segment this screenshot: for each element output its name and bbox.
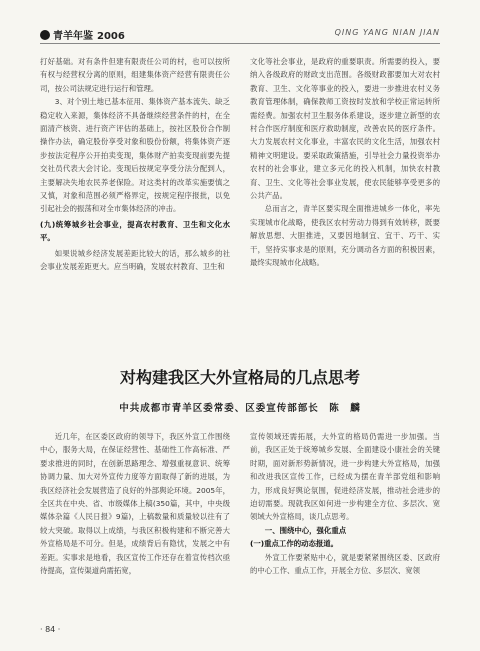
subsection-heading: (一)重点工作的动态报道。 [250,539,339,549]
page-number: · 84 · [40,625,61,634]
article-title: 对构建我区大外宣格局的几点思考 [119,368,360,387]
bottom-right-column [250,430,440,577]
paragraph: 文化等社会事业，是政府的重要职责。所需要的投入，要纳入各级政府的财政支出范围。各级财政都要加大对农村教育、卫生、文化等事业的投入，要进一步推进农村义务教育管理体制，确保教师工资按时发放和学校正常运转所需经费。加强农村卫生服务体系建设，逐步建立新型的农村合作医疗制度和医疗救助制度，改善农民的医疗条件。大力发展农村文化事业，丰富农民的文化生活，加强农村精神文明建设。要采取政策措施，引导社会力量投资举办农村的社会事业，建立多元化的投入机制，加快农村教育、卫生、文化等社会事业发展，使农民能够享受更多的公共产品。 [250,57,440,201]
yearbook-year: 2006 [97,31,125,42]
page-header [0,0,480,52]
header-rule [40,43,440,44]
paragraph: 如果说城乡经济发展差距比较大的话，那么城乡的社会事业发展差距更大。应当明确，发展农村教育、卫生和 [40,248,230,272]
top-right-column [250,55,440,270]
section-heading: 一、围绕中心，强化重点 [264,525,347,535]
paragraph: 3、对个别土地已基本征用、集体资产基本流失、缺乏稳定收入来源，集体经济不具备继续经营条件的村，在全面清产核资、进行资产评估的基础上，按社区股份合作制操作办法，确定股份享受对象和股份份额，将集体资产逐步按法定程序公开拍卖变现，集体财产拍卖变现前要先提交社员代表大会讨论。变现后按规定享受分法分配到人，主要解决失地农民养老保险。对这类村的改革实施要慎之又慎，对象和范围必须严格界定，按规定程序报批，以免引起社会的振荡和对全市集体经济的冲击。 [40,97,230,214]
paragraph: 打好基础。对有条件但建有限责任公司的村，也可以按所有权与经营权分离的原则，组建集体资产经营有限责任公司，按公司法规定进行运行和管理。 [40,57,230,93]
yearbook-logo-icon [40,30,50,40]
article-author: 中共成都市青羊区委常委、区委宣传部部长 陈 麟 [119,403,361,414]
section-heading: (九)统筹城乡社会事业，提高农村教育、卫生和文化水平。 [40,219,230,243]
top-left-column [40,55,230,274]
paragraph: 近几年，在区委区政府的领导下，我区外宣工作围绕中心，服务大局，在保证经营性、基础性工作高标准、严要求推进的同时，在创新思路理念、增强重视意识、统筹协调力量、加大对外宣传力度等方面取得了新的进展，为我区经济社会发展营造了良好的外部舆论环境。2005年，全区共在中央、省、市级媒体上稿(350篇，其中，中央级媒体杂篇《人民日报》9篇)，上稿数量和质量较以往有了较大突破。取得以上成绩，与我区积极构建和不断完善大外宣格局是不可分。但是，成绩背后有隐忧，发展之中有差距。实事求是地看，我区宣传工作还存在着宣传档次亟待提高，宣传渠道尚需拓宽， [40,432,230,576]
paragraph: 总而言之，青羊区要实现全面推进城乡一体化，率先实现城市化战略，使我区农村劳动力得到有效转移，既要解放思想、大胆推进，又要因地制宜、宜干、巧干、实干，坚持实事求是的原则，充分调动各方面的积极因素，最终实现城市化战略。 [250,204,440,268]
yearbook-name: 青羊年鉴 [53,31,93,42]
paragraph: 宣传领域还需拓展，大外宣的格局仍需进一步加强。当前，我区正处于统筹城乡发展、全面建设小康社会的关键时期，面对新形势新情况，进一步构建大外宣格局，加强和改进我区宣传工作，已经成为摆在青羊部党组和影响力，形成良好舆论氛围，促进经济发展，推动社会进步的迫切需要。现就我区如何进一步构建全方位、多层次、宽领域大外宣格局，谈几点思考。 [250,432,440,522]
yearbook-logo-text [53,27,125,42]
paragraph: 外宣工作要紧贴中心，就是要紧紧围绕区委、区政府的中心工作、重点工作，开展全方位、多层次、宽领 [250,552,440,576]
bottom-left-column [40,430,230,577]
header-pinyin: QING YANG NIAN JIAN [334,28,440,37]
